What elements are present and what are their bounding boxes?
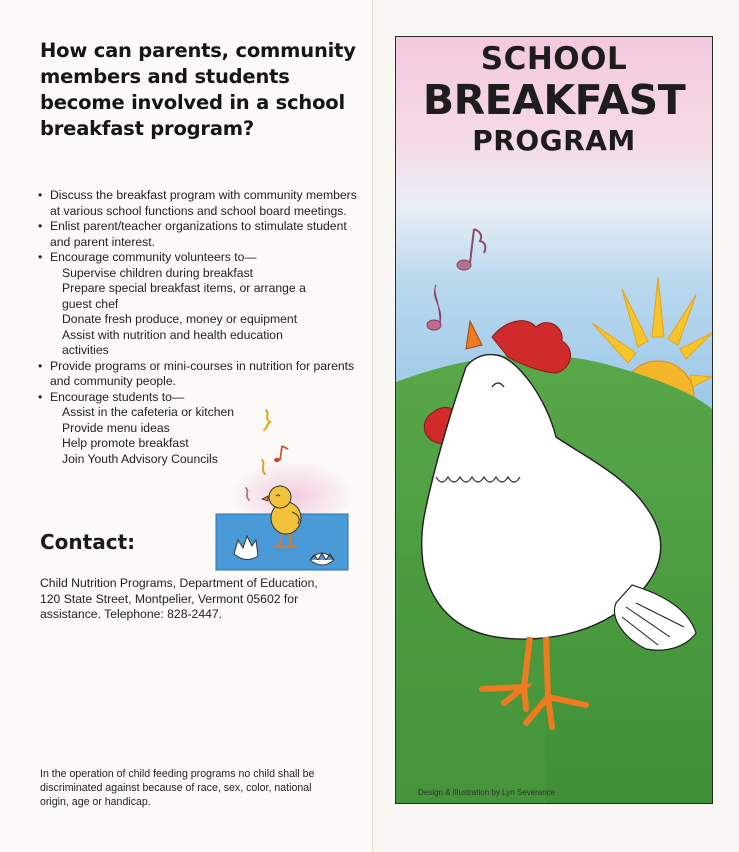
- volunteer-sublist: [50, 266, 360, 359]
- list-item: [38, 250, 360, 359]
- sub-item: activities: [62, 343, 109, 357]
- sub-item: Supervise children during breakfast: [62, 265, 254, 280]
- list-item: [38, 359, 360, 390]
- list-item: [38, 188, 360, 219]
- sub-item: guest chef: [62, 296, 119, 311]
- contact-title: Contact:: [40, 530, 136, 554]
- list-item-text: Enlist parent/teacher organizations to stimulate student and parent interest.: [50, 219, 347, 249]
- list-item-text: Discuss the breakfast program with community members at various school functions and school board meetings.: [50, 188, 357, 218]
- illustration-credit: Design & Illustration by Lyn Severance: [418, 788, 556, 797]
- chick-illustration: [214, 404, 354, 584]
- sub-item: Help promote breakfast: [62, 436, 189, 450]
- sub-item: Assist in the cafeteria or kitchen: [62, 405, 235, 419]
- sub-item: Prepare special breakfast items, or arrange a: [62, 281, 306, 295]
- cover-frame: [395, 36, 713, 804]
- sub-item: Provide menu ideas: [62, 420, 170, 435]
- cover-title-breakfast: BREAKFAST: [422, 76, 686, 124]
- nondiscrimination-statement: In the operation of child feeding programs no child shall be discriminated against because of race, sex, color, national origin, age or handicap.: [40, 768, 315, 808]
- page-heading: How can parents, community members and students become involved in a school breakfast program?: [40, 39, 356, 140]
- sub-item: Donate fresh produce, money or equipment: [62, 312, 298, 326]
- sub-item: Join Youth Advisory Councils: [62, 451, 218, 466]
- list-item-text: Encourage students to—: [50, 389, 185, 404]
- list-item-text: Encourage community volunteers to—: [50, 250, 257, 264]
- cover-title-program: PROGRAM: [472, 124, 636, 157]
- sub-item: Assist with nutrition and health education: [62, 327, 283, 342]
- music-note-icon: [264, 410, 270, 430]
- list-item: [38, 219, 360, 250]
- list-item-text: Provide programs or mini-courses in nutrition for parents and community people.: [50, 358, 355, 388]
- contact-info: Child Nutrition Programs, Department of Education, 120 State Street, Montpelier, Vermont 05602 for assistance. Telephone: 828-2447.: [40, 576, 318, 621]
- cover-title: [396, 41, 712, 159]
- cover-title-school: SCHOOL: [480, 41, 628, 77]
